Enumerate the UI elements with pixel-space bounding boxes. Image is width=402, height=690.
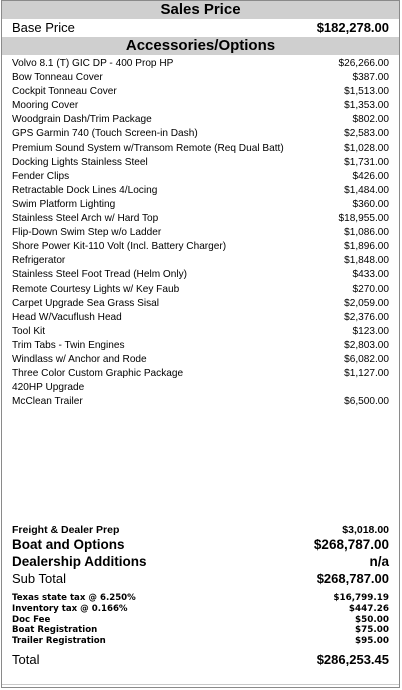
tax-label: Doc Fee [12, 614, 51, 625]
option-price: $1,353.00 [344, 100, 389, 112]
bottom-divider [2, 684, 399, 685]
option-row [2, 198, 399, 212]
option-price: $387.00 [352, 72, 389, 84]
option-price: $2,583.00 [344, 128, 389, 140]
option-price: $1,513.00 [344, 86, 389, 98]
base-price-row [2, 19, 399, 37]
options-header: Accessories/Options [2, 37, 399, 55]
dealership-additions-label: Dealership Additions [12, 553, 147, 569]
boat-and-options-value: $268,787.00 [313, 537, 389, 553]
tax-row [2, 636, 399, 647]
option-label: Stainless Steel Arch w/ Hard Top [12, 213, 159, 225]
options-list [2, 55, 399, 409]
option-price: $1,731.00 [344, 156, 389, 168]
option-row [2, 113, 399, 127]
option-row [2, 57, 399, 71]
tax-value: $75.00 [355, 625, 389, 636]
option-row [2, 156, 399, 170]
option-label: Mooring Cover [12, 100, 79, 112]
freight-row [2, 523, 399, 537]
freight-label: Freight & Dealer Prep [12, 524, 120, 537]
tax-label: Boat Registration [12, 625, 98, 636]
option-row [2, 170, 399, 184]
tax-value: $95.00 [355, 635, 389, 646]
option-label: Remote Courtesy Lights w/ Key Faub [12, 283, 180, 295]
option-price: $360.00 [352, 198, 389, 210]
tax-row [2, 615, 399, 626]
tax-label: Texas state tax @ 6.250% [12, 593, 136, 604]
sales-price-sheet [1, 0, 400, 688]
option-row [2, 127, 399, 141]
tax-row [2, 625, 399, 636]
option-label: Trim Tabs - Twin Engines [12, 339, 125, 351]
option-row [2, 85, 399, 99]
option-row [2, 184, 399, 198]
sub-total-value: $268,787.00 [316, 571, 389, 587]
tax-row [2, 604, 399, 615]
option-label: Head W/Vacuflush Head [12, 311, 122, 323]
option-row [2, 212, 399, 226]
option-label: Refrigerator [12, 255, 66, 267]
option-price: $1,896.00 [344, 241, 389, 253]
option-label: Docking Lights Stainless Steel [12, 156, 148, 168]
option-price: $1,127.00 [344, 368, 389, 380]
option-price: $433.00 [352, 269, 389, 281]
option-label: Volvo 8.1 (T) GIC DP - 400 Prop HP [12, 58, 174, 69]
option-row [2, 99, 399, 113]
option-label: Three Color Custom Graphic Package [12, 368, 184, 380]
option-row [2, 240, 399, 254]
option-row [2, 395, 399, 409]
option-row [2, 268, 399, 282]
option-price: $426.00 [352, 170, 389, 182]
sub-total-label: Sub Total [12, 571, 66, 587]
option-label: Tool Kit [12, 325, 46, 337]
dealership-additions-value: n/a [369, 553, 389, 569]
option-label: 420HP Upgrade [12, 382, 85, 394]
option-label: Windlass w/ Anchor and Rode [12, 353, 147, 365]
option-price: $1,848.00 [344, 255, 389, 267]
boat-and-options-row [2, 537, 399, 554]
option-price: $802.00 [352, 114, 389, 126]
option-row [2, 71, 399, 85]
option-price: $6,082.00 [344, 353, 389, 365]
option-price: $1,028.00 [344, 142, 389, 154]
option-price: $26,266.00 [338, 58, 389, 69]
option-label: McClean Trailer [12, 396, 83, 408]
option-row [2, 381, 399, 395]
option-price: $2,059.00 [344, 297, 389, 309]
tax-row [2, 593, 399, 604]
tax-value: $50.00 [355, 614, 389, 625]
option-price: $2,376.00 [344, 311, 389, 323]
option-row [2, 254, 399, 268]
option-row [2, 325, 399, 339]
option-label: Stainless Steel Foot Tread (Helm Only) [12, 269, 188, 281]
blank-space [2, 409, 399, 523]
option-label: Swim Platform Lighting [12, 198, 116, 210]
option-row [2, 142, 399, 156]
total-label: Total [12, 652, 40, 668]
total-value: $286,253.45 [316, 652, 389, 668]
option-label: Woodgrain Dash/Trim Package [12, 114, 152, 126]
tax-label: Inventory tax @ 0.166% [12, 603, 128, 614]
option-row [2, 339, 399, 353]
option-price: $123.00 [352, 325, 389, 337]
option-label: Carpet Upgrade Sea Grass Sisal [12, 297, 159, 309]
option-label: Cockpit Tonneau Cover [12, 86, 117, 98]
option-row [2, 226, 399, 240]
option-price: $1,086.00 [344, 227, 389, 239]
option-label: Bow Tonneau Cover [12, 72, 103, 84]
boat-and-options-label: Boat and Options [12, 537, 125, 553]
option-row [2, 367, 399, 381]
option-price: $1,484.00 [344, 184, 389, 196]
option-row [2, 283, 399, 297]
option-price: $6,500.00 [344, 396, 389, 408]
sales-price-header: Sales Price [2, 1, 399, 19]
tax-value: $16,799.19 [333, 593, 389, 604]
option-row [2, 311, 399, 325]
option-label: Fender Clips [12, 170, 70, 182]
sub-total-row [2, 570, 399, 587]
option-label: GPS Garmin 740 (Touch Screen-in Dash) [12, 128, 198, 140]
option-row [2, 353, 399, 367]
total-row [2, 651, 399, 668]
option-row [2, 297, 399, 311]
option-price: $18,955.00 [338, 213, 389, 225]
option-price: $2,803.00 [344, 339, 389, 351]
tax-label: Trailer Registration [12, 635, 106, 646]
base-price-value: $182,278.00 [316, 20, 389, 35]
option-label: Premium Sound System w/Transom Remote (Req Dual Batt) [12, 142, 284, 154]
option-label: Retractable Dock Lines 4/Locing [12, 184, 158, 196]
option-price: $270.00 [352, 283, 389, 295]
freight-value: $3,018.00 [342, 524, 389, 537]
dealership-additions-row [2, 554, 399, 571]
option-label: Shore Power Kit-110 Volt (Incl. Battery Charger) [12, 241, 227, 253]
base-price-label: Base Price [12, 20, 75, 35]
tax-value: $447.26 [348, 603, 389, 614]
option-label: Flip-Down Swim Step w/o Ladder [12, 227, 162, 239]
